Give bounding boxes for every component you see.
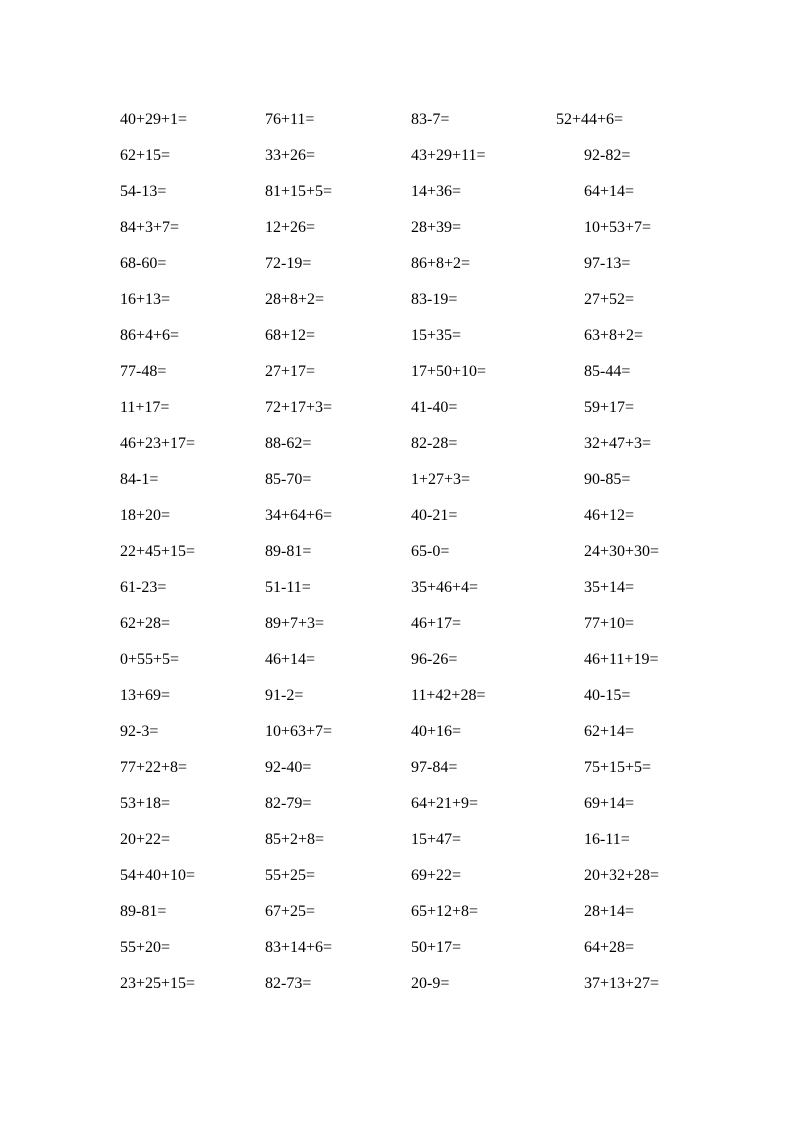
problem-cell: 20+32+28= bbox=[584, 867, 660, 884]
problem-row bbox=[0, 254, 794, 290]
problem-cell: 35+46+4= bbox=[411, 579, 479, 596]
problem-row bbox=[0, 902, 794, 938]
problem-cell: 89-81= bbox=[265, 543, 312, 560]
problem-cell: 24+30+30= bbox=[584, 543, 660, 560]
problem-cell: 55+25= bbox=[265, 867, 316, 884]
problem-cell: 97-84= bbox=[411, 759, 458, 776]
problem-cell: 84+3+7= bbox=[120, 219, 180, 236]
problem-cell: 40-21= bbox=[411, 507, 458, 524]
problem-cell: 88-62= bbox=[265, 435, 312, 452]
problem-cell: 10+53+7= bbox=[584, 219, 652, 236]
problem-cell: 68+12= bbox=[265, 327, 316, 344]
problem-row bbox=[0, 146, 794, 182]
problem-cell: 86+8+2= bbox=[411, 255, 471, 272]
problem-cell: 85-70= bbox=[265, 471, 312, 488]
problem-cell: 96-26= bbox=[411, 651, 458, 668]
problem-cell: 40+29+1= bbox=[120, 111, 188, 128]
problem-row bbox=[0, 830, 794, 866]
problem-row bbox=[0, 434, 794, 470]
problem-row bbox=[0, 866, 794, 902]
problem-row bbox=[0, 722, 794, 758]
problem-cell: 83-7= bbox=[411, 111, 450, 128]
problem-cell: 46+23+17= bbox=[120, 435, 196, 452]
problem-cell: 81+15+5= bbox=[265, 183, 333, 200]
problem-cell: 82-73= bbox=[265, 975, 312, 992]
problem-cell: 91-2= bbox=[265, 687, 304, 704]
problem-cell: 83+14+6= bbox=[265, 939, 333, 956]
problem-cell: 86+4+6= bbox=[120, 327, 180, 344]
problem-cell: 65-0= bbox=[411, 543, 450, 560]
problem-cell: 41-40= bbox=[411, 399, 458, 416]
problem-cell: 72-19= bbox=[265, 255, 312, 272]
problem-row bbox=[0, 974, 794, 1010]
problem-cell: 75+15+5= bbox=[584, 759, 652, 776]
problem-cell: 85+2+8= bbox=[265, 831, 325, 848]
problem-cell: 92-3= bbox=[120, 723, 159, 740]
problem-row bbox=[0, 578, 794, 614]
problem-cell: 76+11= bbox=[265, 111, 315, 128]
problem-cell: 63+8+2= bbox=[584, 327, 644, 344]
problem-row bbox=[0, 650, 794, 686]
problem-cell: 62+15= bbox=[120, 147, 171, 164]
problem-cell: 27+52= bbox=[584, 291, 635, 308]
problem-cell: 68-60= bbox=[120, 255, 167, 272]
problem-cell: 67+25= bbox=[265, 903, 316, 920]
problem-cell: 16+13= bbox=[120, 291, 171, 308]
problem-cell: 28+14= bbox=[584, 903, 635, 920]
problem-cell: 40-15= bbox=[584, 687, 631, 704]
problem-cell: 32+47+3= bbox=[584, 435, 652, 452]
problem-cell: 54+40+10= bbox=[120, 867, 196, 884]
problem-cell: 89+7+3= bbox=[265, 615, 325, 632]
problem-cell: 83-19= bbox=[411, 291, 458, 308]
problem-cell: 0+55+5= bbox=[120, 651, 180, 668]
problem-cell: 51-11= bbox=[265, 579, 311, 596]
problem-cell: 92-82= bbox=[584, 147, 631, 164]
problem-cell: 12+26= bbox=[265, 219, 316, 236]
problem-row bbox=[0, 110, 794, 146]
problem-cell: 15+47= bbox=[411, 831, 462, 848]
problem-cell: 77+22+8= bbox=[120, 759, 188, 776]
problem-cell: 69+22= bbox=[411, 867, 462, 884]
problem-cell: 28+39= bbox=[411, 219, 462, 236]
problem-cell: 77-48= bbox=[120, 363, 167, 380]
problem-cell: 43+29+11= bbox=[411, 147, 486, 164]
problem-cell: 89-81= bbox=[120, 903, 167, 920]
problem-cell: 20-9= bbox=[411, 975, 450, 992]
problem-cell: 92-40= bbox=[265, 759, 312, 776]
problem-cell: 46+12= bbox=[584, 507, 635, 524]
problem-cell: 28+8+2= bbox=[265, 291, 325, 308]
problem-cell: 10+63+7= bbox=[265, 723, 333, 740]
problem-row bbox=[0, 614, 794, 650]
problem-cell: 61-23= bbox=[120, 579, 167, 596]
problem-cell: 84-1= bbox=[120, 471, 159, 488]
problem-cell: 34+64+6= bbox=[265, 507, 333, 524]
problem-cell: 77+10= bbox=[584, 615, 635, 632]
problem-cell: 85-44= bbox=[584, 363, 631, 380]
problem-cell: 62+14= bbox=[584, 723, 635, 740]
problem-cell: 27+17= bbox=[265, 363, 316, 380]
problem-cell: 40+16= bbox=[411, 723, 462, 740]
problem-row bbox=[0, 218, 794, 254]
problem-cell: 55+20= bbox=[120, 939, 171, 956]
problem-row bbox=[0, 326, 794, 362]
problem-row bbox=[0, 398, 794, 434]
problem-cell: 82-28= bbox=[411, 435, 458, 452]
problem-cell: 64+21+9= bbox=[411, 795, 479, 812]
problem-cell: 11+42+28= bbox=[411, 687, 486, 704]
problem-cell: 52+44+6= bbox=[556, 111, 624, 128]
problem-cell: 33+26= bbox=[265, 147, 316, 164]
problem-cell: 97-13= bbox=[584, 255, 631, 272]
problem-cell: 22+45+15= bbox=[120, 543, 196, 560]
problem-cell: 17+50+10= bbox=[411, 363, 487, 380]
problem-cell: 65+12+8= bbox=[411, 903, 479, 920]
problem-cell: 11+17= bbox=[120, 399, 170, 416]
problem-cell: 46+17= bbox=[411, 615, 462, 632]
problem-row bbox=[0, 758, 794, 794]
problem-cell: 18+20= bbox=[120, 507, 171, 524]
problem-cell: 82-79= bbox=[265, 795, 312, 812]
problem-cell: 23+25+15= bbox=[120, 975, 196, 992]
problem-row bbox=[0, 506, 794, 542]
problem-row bbox=[0, 362, 794, 398]
problem-cell: 50+17= bbox=[411, 939, 462, 956]
problem-cell: 53+18= bbox=[120, 795, 171, 812]
problem-row bbox=[0, 938, 794, 974]
problem-row bbox=[0, 182, 794, 218]
problem-cell: 54-13= bbox=[120, 183, 167, 200]
problem-cell: 13+69= bbox=[120, 687, 171, 704]
problem-cell: 14+36= bbox=[411, 183, 462, 200]
problem-cell: 90-85= bbox=[584, 471, 631, 488]
problem-row bbox=[0, 794, 794, 830]
problem-cell: 64+14= bbox=[584, 183, 635, 200]
problem-cell: 59+17= bbox=[584, 399, 635, 416]
problem-cell: 1+27+3= bbox=[411, 471, 471, 488]
problem-cell: 62+28= bbox=[120, 615, 171, 632]
problem-row bbox=[0, 290, 794, 326]
problem-cell: 20+22= bbox=[120, 831, 171, 848]
problem-cell: 46+11+19= bbox=[584, 651, 659, 668]
problem-row bbox=[0, 470, 794, 506]
problem-cell: 46+14= bbox=[265, 651, 316, 668]
problem-cell: 69+14= bbox=[584, 795, 635, 812]
problem-cell: 64+28= bbox=[584, 939, 635, 956]
problem-cell: 16-11= bbox=[584, 831, 630, 848]
problem-row bbox=[0, 686, 794, 722]
problem-row bbox=[0, 542, 794, 578]
problem-cell: 72+17+3= bbox=[265, 399, 333, 416]
problem-cell: 37+13+27= bbox=[584, 975, 660, 992]
problem-cell: 35+14= bbox=[584, 579, 635, 596]
problem-cell: 15+35= bbox=[411, 327, 462, 344]
